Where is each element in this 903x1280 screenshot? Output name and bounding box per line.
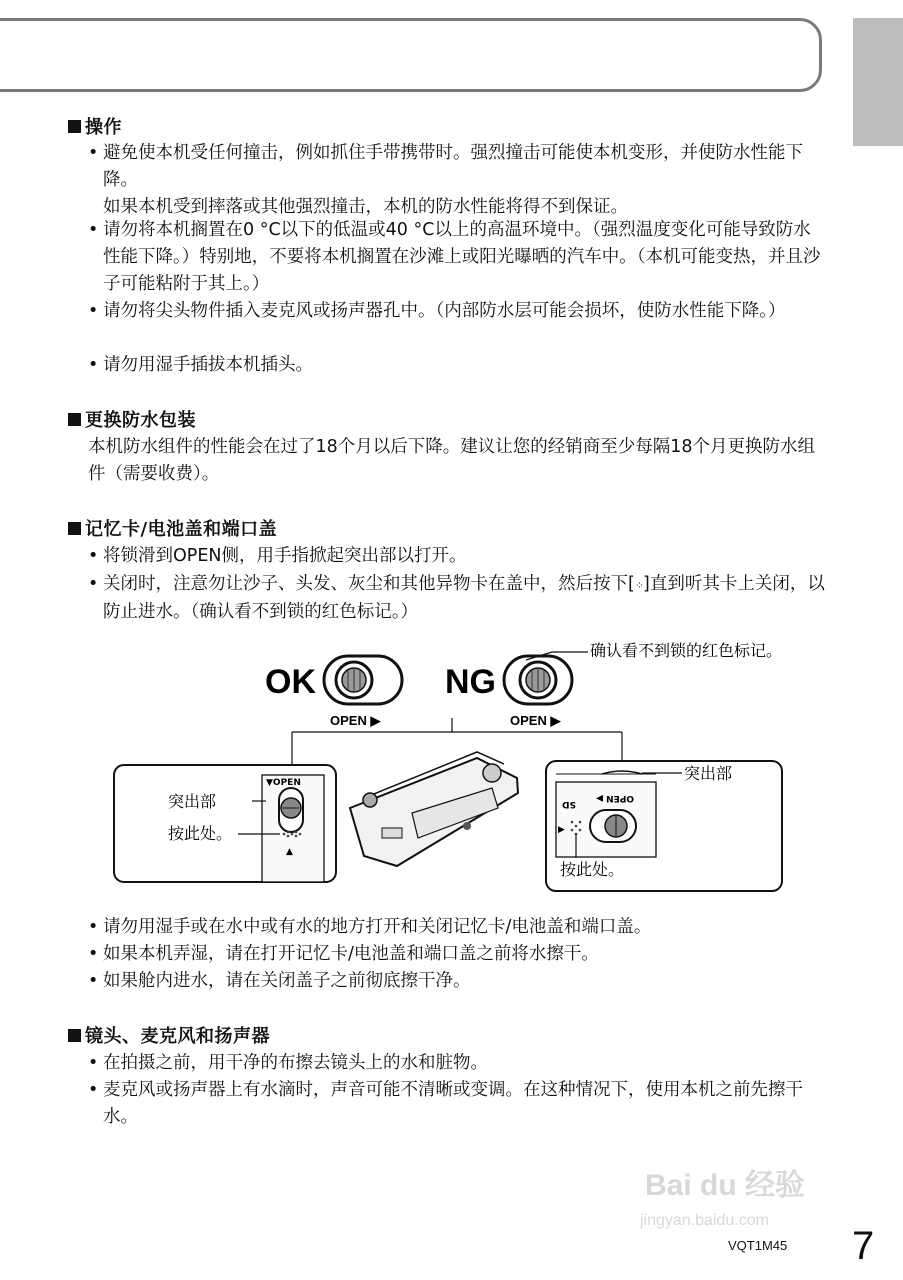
list-item: • 请勿将本机搁置在0 °C以下的低温或40 °C以上的高温环境中。（强烈温度变化可能导致防水性能下降。）特别地，不要将本机搁置在沙滩上或阳光曝晒的汽车中。（本机可能变热，并且沙子可能粘附于其上。）	[88, 220, 821, 294]
list-item: • 请勿将尖头物件插入麦克风或扬声器孔中。（内部防水层可能会损坏，使防水性能下降。）	[88, 301, 786, 321]
document-code: VQT1M45	[728, 1238, 788, 1253]
list-item: • 请勿用湿手或在水中或有水的地方打开和关闭记忆卡/电池盖和端口盖。	[88, 917, 652, 937]
ng-label: NG	[445, 663, 496, 701]
left-press-label: 按此处。	[168, 824, 233, 843]
page-number: 7	[852, 1224, 875, 1268]
ok-label: OK	[265, 663, 316, 701]
heading-card-cover: 记忆卡/电池盖和端口盖	[68, 515, 277, 541]
svg-text:▲: ▲	[286, 847, 293, 857]
right-sd-label: SD	[562, 799, 576, 809]
list-item: • 如果舱内进水，请在关闭盖子之前彻底擦干净。	[88, 971, 471, 991]
watermark-url: jingyan.baidu.com	[640, 1212, 769, 1229]
heading-lens: 镜头、麦克风和扬声器	[68, 1022, 270, 1048]
open-label-ng: OPEN ▶	[510, 713, 561, 728]
list-item: • 关闭时，注意勿让沙子、头发、灰尘和其他异物卡在盖中，然后按下[⁘]直到听其卡上关闭，以防止进水。（确认看不到锁的红色标记。）	[88, 574, 825, 622]
list-item: • 请勿用湿手插拔本机插头。	[88, 355, 313, 375]
right-protrusion-label: 突出部	[684, 764, 733, 783]
paragraph: 本机防水组件的性能会在过了18个月以后下降。建议让您的经销商至少每隔18个月更换防水组件（需要收费）。	[88, 437, 816, 484]
list-item: • 麦克风或扬声器上有水滴时，声音可能不清晰或变调。在这种情况下，使用本机之前先擦干水。	[88, 1080, 803, 1127]
side-tab	[853, 18, 903, 146]
list-item: • 在拍摄之前，用干净的布擦去镜头上的水和脏物。	[88, 1053, 488, 1073]
ng-lock-icon	[504, 656, 572, 704]
left-open-label: ▼OPEN	[266, 778, 301, 788]
camera-illustration	[350, 752, 518, 866]
list-item: • 将锁滑到OPEN侧，用手指掀起突出部以打开。	[88, 546, 467, 566]
left-protrusion-label: 突出部	[168, 792, 217, 811]
heading-replace: 更换防水包装	[68, 406, 196, 432]
list-item: • 避免使本机受任何撞击，例如抓住手带携带时。强烈撞击可能使本机变形，并使防水性能下降。	[88, 143, 803, 190]
list-item-continuation: 如果本机受到摔落或其他强烈撞击，本机的防水性能将得不到保证。	[103, 197, 628, 217]
open-label-ok: OPEN ▶	[330, 713, 381, 728]
right-open-label: OPEN ▶	[596, 793, 634, 803]
list-item: • 如果本机弄湿，请在打开记忆卡/电池盖和端口盖之前将水擦干。	[88, 944, 599, 964]
cover-lock-figure	[112, 638, 802, 898]
ok-lock-icon	[324, 656, 402, 704]
ng-note: 确认看不到锁的红色标记。	[590, 641, 783, 660]
press-dots-icon: ⁘	[634, 579, 644, 592]
right-press-label: 按此处。	[560, 860, 625, 879]
header-frame	[0, 18, 822, 92]
heading-operation: 操作	[68, 113, 122, 139]
svg-text:▶: ▶	[558, 825, 565, 835]
watermark-logo: Bai du 经验	[645, 1169, 806, 1202]
